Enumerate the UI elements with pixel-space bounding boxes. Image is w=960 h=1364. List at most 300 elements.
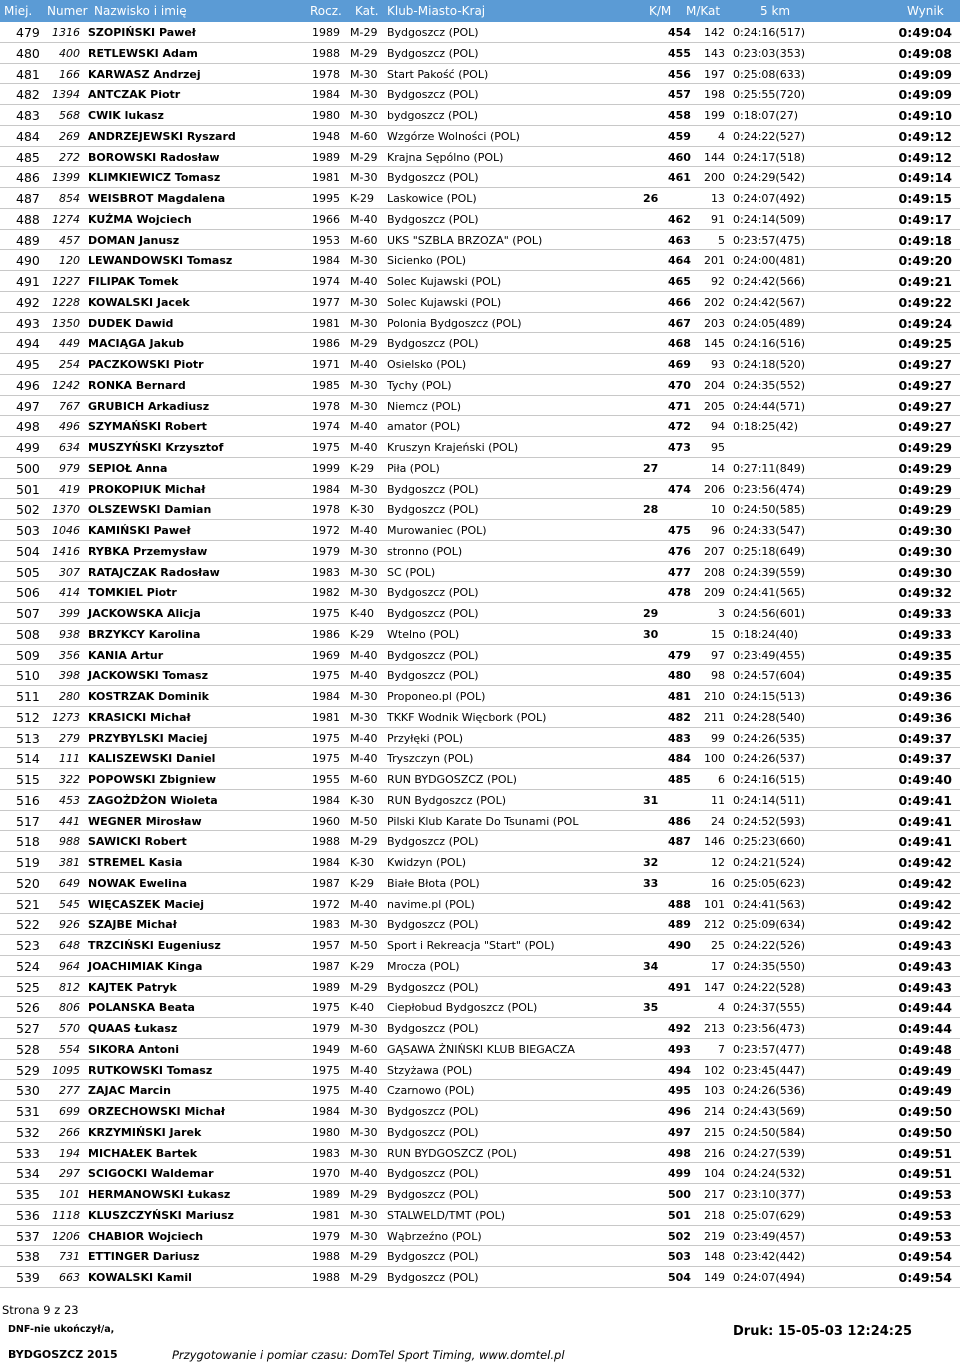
gender-place-cell: 468 [668, 337, 691, 351]
name-cell: KAMIŃSKI Paweł [88, 524, 191, 537]
name-cell: KAJTEK Patryk [88, 980, 177, 994]
category-cell: M-30 [350, 586, 378, 600]
result-cell: 0:49:36 [898, 709, 952, 725]
place-cell: 508 [16, 626, 40, 642]
category-cell: M-29 [350, 26, 378, 39]
year-cell: 1960 [312, 814, 340, 828]
result-cell: 0:49:44 [898, 1000, 952, 1016]
category-place-cell: 146 [704, 835, 725, 849]
gender-place-cell: 28 [643, 503, 659, 517]
result-cell: 0:49:51 [898, 1166, 952, 1182]
bib-number-cell: 272 [59, 150, 80, 164]
place-cell: 486 [16, 170, 40, 186]
result-cell: 0:49:14 [898, 170, 952, 186]
place-cell: 515 [16, 772, 40, 787]
gender-place-cell: 483 [668, 731, 691, 745]
gender-place-cell: 499 [668, 1167, 691, 1181]
category-place-cell: 142 [704, 26, 725, 39]
place-cell: 496 [16, 377, 40, 393]
gender-place-cell: 492 [668, 1022, 691, 1035]
category-place-cell: 3 [718, 607, 725, 620]
split-5km-cell: 0:24:07(492) [733, 192, 805, 205]
split-5km-cell: 0:23:57(475) [733, 233, 805, 247]
category-cell: M-60 [350, 129, 378, 143]
split-5km-cell: 0:24:22(528) [733, 980, 805, 994]
bib-number-cell: 101 [59, 1188, 80, 1201]
category-cell: M-30 [350, 316, 378, 330]
club-cell: Bydgoszcz (POL) [387, 586, 479, 600]
year-cell: 1984 [312, 856, 340, 869]
club-cell: Białe Błota (POL) [387, 876, 480, 890]
category-cell: M-30 [350, 1229, 378, 1243]
print-timestamp: Druk: 15-05-03 12:24:25 [733, 1324, 913, 1339]
club-cell: Bydgoszcz (POL) [387, 1167, 479, 1181]
result-cell: 0:49:41 [898, 792, 952, 808]
result-cell: 0:49:41 [898, 834, 952, 850]
category-cell: M-30 [350, 918, 378, 932]
table-row [0, 22, 960, 43]
club-cell: STALWELD/TMT (POL) [387, 1208, 506, 1222]
place-cell: 494 [16, 336, 40, 352]
table-row [0, 748, 960, 769]
year-cell: 1988 [312, 1271, 340, 1284]
table-row [0, 956, 960, 977]
year-cell: 1979 [312, 1229, 340, 1243]
club-cell: Bydgoszcz (POL) [387, 337, 479, 351]
place-cell: 498 [16, 419, 40, 435]
category-cell: M-29 [350, 835, 378, 849]
gender-place-cell: 485 [668, 773, 691, 786]
gender-place-cell: 500 [668, 1188, 691, 1201]
split-5km-cell: 0:25:18(649) [733, 544, 805, 558]
bib-number-cell: 496 [59, 420, 80, 434]
club-cell: Bydgoszcz (POL) [387, 980, 479, 994]
club-cell: navime.pl (POL) [387, 897, 475, 911]
category-cell: M-29 [350, 1188, 378, 1201]
split-5km-cell: 0:24:26(535) [733, 731, 805, 745]
gender-place-cell: 475 [668, 524, 691, 537]
gender-place-cell: 498 [668, 1146, 691, 1160]
gender-place-cell: 489 [668, 918, 691, 932]
split-5km-cell: 0:24:00(481) [733, 254, 805, 268]
name-cell: KALISZEWSKI Daniel [88, 752, 216, 766]
result-cell: 0:49:37 [898, 730, 952, 746]
split-5km-cell: 0:23:57(477) [733, 1042, 805, 1056]
split-5km-cell: 0:24:56(601) [733, 607, 805, 620]
category-cell: M-30 [350, 1125, 378, 1139]
result-cell: 0:49:27 [898, 357, 952, 372]
split-5km-cell: 0:25:08(633) [733, 67, 805, 81]
split-5km-cell: 0:24:43(569) [733, 1105, 805, 1118]
name-cell: SZAJBE Michał [88, 918, 177, 932]
name-cell: WEGNER Mirosław [88, 814, 202, 828]
category-place-cell: 205 [704, 399, 725, 413]
place-cell: 479 [16, 25, 40, 40]
name-cell: PROKOPIUK Michał [88, 482, 206, 496]
table-row [0, 499, 960, 520]
category-place-cell: 6 [718, 773, 725, 786]
place-cell: 517 [16, 813, 40, 829]
gender-place-cell: 466 [668, 295, 691, 309]
table-row [0, 209, 960, 230]
category-cell: M-30 [350, 1146, 378, 1160]
place-cell: 537 [16, 1228, 40, 1244]
gender-place-cell: 454 [668, 26, 691, 39]
place-cell: 492 [16, 294, 40, 310]
result-cell: 0:49:32 [898, 585, 952, 601]
table-row [0, 458, 960, 479]
bib-number-cell: 806 [59, 1001, 80, 1015]
category-place-cell: 98 [711, 669, 725, 683]
name-cell: KOWALSKI Kamil [88, 1271, 192, 1284]
split-5km-cell: 0:23:03(353) [733, 46, 805, 60]
club-cell: Sicienko (POL) [387, 254, 467, 268]
result-cell: 0:49:42 [898, 896, 952, 912]
club-cell: Bydgoszcz (POL) [387, 669, 479, 683]
category-place-cell: 204 [704, 378, 725, 392]
place-cell: 539 [16, 1270, 40, 1285]
club-cell: GĄSAWA ŻNIŃSKI KLUB BIEGACZA [387, 1042, 575, 1056]
category-place-cell: 210 [704, 690, 725, 703]
place-cell: 489 [16, 232, 40, 248]
category-cell: M-40 [350, 358, 378, 371]
bib-number-cell: 1118 [52, 1208, 80, 1222]
year-cell: 1989 [312, 1188, 340, 1201]
year-cell: 1975 [312, 1063, 340, 1077]
result-cell: 0:49:51 [898, 1145, 952, 1161]
year-cell: 1981 [312, 1208, 340, 1222]
name-cell: WIĘCASZEK Maciej [88, 897, 204, 911]
place-cell: 512 [16, 709, 40, 725]
club-cell: Wzgórze Wolności (POL) [387, 129, 520, 143]
bib-number-cell: 280 [59, 690, 80, 703]
bib-number-cell: 634 [59, 441, 80, 454]
name-cell: WEISBROT Magdalena [88, 192, 226, 205]
category-place-cell: 7 [718, 1042, 725, 1056]
category-place-cell: 95 [711, 441, 725, 454]
gender-place-cell: 455 [668, 46, 691, 60]
name-cell: CHABIOR Wojciech [88, 1229, 204, 1243]
year-cell: 1989 [312, 150, 340, 164]
split-5km-cell: 0:25:07(629) [733, 1208, 805, 1222]
table-row [0, 707, 960, 728]
split-5km-cell: 0:25:05(623) [733, 876, 805, 890]
gender-place-cell: 467 [668, 316, 691, 330]
year-cell: 1979 [312, 544, 340, 558]
place-cell: 495 [16, 357, 40, 372]
name-cell: NOWAK Ewelina [88, 876, 187, 890]
club-cell: Bydgoszcz (POL) [387, 88, 479, 102]
bib-number-cell: 277 [59, 1084, 80, 1098]
place-cell: 488 [16, 211, 40, 227]
table-row [0, 1080, 960, 1101]
category-cell: M-29 [350, 980, 378, 994]
category-cell: M-60 [350, 1042, 378, 1056]
category-cell: K-30 [350, 503, 375, 517]
header-year: Rocz. [310, 4, 342, 18]
table-row [0, 375, 960, 396]
category-cell: K-30 [350, 793, 375, 807]
year-cell: 1970 [312, 1167, 340, 1181]
result-cell: 0:49:53 [898, 1187, 952, 1202]
table-row [0, 852, 960, 873]
category-cell: M-40 [350, 731, 378, 745]
category-cell: M-40 [350, 420, 378, 434]
year-cell: 1981 [312, 171, 340, 185]
result-cell: 0:49:50 [898, 1104, 952, 1119]
name-cell: ANTCZAK Piotr [88, 88, 181, 102]
place-cell: 526 [16, 1000, 40, 1016]
place-cell: 504 [16, 543, 40, 559]
category-place-cell: 99 [711, 731, 725, 745]
category-cell: M-40 [350, 752, 378, 766]
bib-number-cell: 419 [59, 482, 80, 496]
bib-number-cell: 1227 [52, 275, 80, 288]
category-cell: M-40 [350, 648, 378, 662]
category-cell: M-40 [350, 669, 378, 683]
split-5km-cell: 0:24:57(604) [733, 669, 805, 683]
category-place-cell: 4 [718, 129, 725, 143]
event-city: BYDGOSZCZ 2015 [8, 1348, 118, 1361]
category-cell: K-29 [350, 876, 375, 890]
place-cell: 487 [16, 191, 40, 206]
club-cell: RUN Bydgoszcz (POL) [387, 793, 506, 807]
result-cell: 0:49:33 [898, 606, 952, 621]
place-cell: 532 [16, 1124, 40, 1140]
category-place-cell: 216 [704, 1146, 725, 1160]
split-5km-cell: 0:25:55(720) [733, 88, 805, 102]
gender-place-cell: 34 [643, 959, 659, 973]
split-5km-cell: 0:25:09(634) [733, 918, 805, 932]
split-5km-cell: 0:18:24(40) [733, 627, 798, 641]
table-row [0, 541, 960, 562]
year-cell: 1980 [312, 1125, 340, 1139]
result-cell: 0:49:29 [898, 440, 952, 455]
split-5km-cell: 0:24:42(566) [733, 275, 805, 288]
place-cell: 500 [16, 460, 40, 476]
category-cell: M-30 [350, 544, 378, 558]
year-cell: 1984 [312, 1105, 340, 1118]
category-place-cell: 148 [704, 1250, 725, 1264]
result-cell: 0:49:29 [898, 481, 952, 497]
gender-place-cell: 486 [668, 814, 691, 828]
place-cell: 501 [16, 481, 40, 497]
table-row [0, 84, 960, 105]
name-cell: KARWASZ Andrzej [88, 67, 201, 81]
category-place-cell: 15 [711, 627, 725, 641]
category-cell: M-30 [350, 88, 378, 102]
name-cell: SIKORA Antoni [88, 1042, 179, 1056]
gender-place-cell: 494 [668, 1063, 691, 1077]
header-gender-place: K/M [649, 4, 672, 18]
bib-number-cell: 767 [59, 399, 80, 413]
year-cell: 1971 [312, 358, 340, 371]
club-cell: Bydgoszcz (POL) [387, 212, 479, 226]
table-row [0, 686, 960, 707]
name-cell: TRZCIŃSKI Eugeniusz [88, 939, 221, 952]
gender-place-cell: 472 [668, 420, 691, 434]
bib-number-cell: 414 [59, 586, 80, 600]
year-cell: 1984 [312, 88, 340, 102]
club-cell: Pilski Klub Karate Do Tsunami (POL [387, 814, 579, 828]
year-cell: 1975 [312, 752, 340, 766]
bib-number-cell: 854 [59, 192, 80, 205]
split-5km-cell: 0:24:26(536) [733, 1084, 805, 1098]
year-cell: 1977 [312, 295, 340, 309]
category-cell: M-30 [350, 378, 378, 392]
bib-number-cell: 1416 [52, 544, 80, 558]
category-place-cell: 215 [704, 1125, 725, 1139]
gender-place-cell: 461 [668, 171, 691, 185]
category-place-cell: 96 [711, 524, 725, 537]
club-cell: Proponeo.pl (POL) [387, 690, 486, 703]
split-5km-cell: 0:24:22(527) [733, 129, 805, 143]
gender-place-cell: 478 [668, 586, 691, 600]
category-cell: M-30 [350, 399, 378, 413]
split-5km-cell: 0:24:37(555) [733, 1001, 805, 1015]
category-place-cell: 25 [711, 939, 725, 952]
split-5km-cell: 0:23:56(473) [733, 1022, 805, 1035]
year-cell: 1983 [312, 918, 340, 932]
gender-place-cell: 471 [668, 399, 691, 413]
year-cell: 1984 [312, 793, 340, 807]
bib-number-cell: 812 [59, 980, 80, 994]
bib-number-cell: 568 [59, 109, 80, 122]
page-number: Strona 9 z 23 [2, 1303, 79, 1317]
bib-number-cell: 663 [59, 1271, 80, 1284]
split-5km-cell: 0:24:33(547) [733, 524, 805, 537]
dnf-legend: DNF-nie ukończył/a, [8, 1324, 115, 1335]
club-cell: SC (POL) [387, 565, 436, 579]
name-cell: KOSTRZAK Dominik [88, 690, 209, 703]
category-cell: M-60 [350, 773, 378, 786]
club-cell: Bydgoszcz (POL) [387, 607, 479, 620]
header-name: Nazwisko i imię [94, 4, 187, 18]
table-row [0, 230, 960, 251]
bib-number-cell: 111 [59, 752, 80, 766]
category-place-cell: 91 [711, 212, 725, 226]
category-place-cell: 208 [704, 565, 725, 579]
bib-number-cell: 1206 [52, 1229, 80, 1243]
bib-number-cell: 1350 [52, 316, 80, 330]
table-row [0, 188, 960, 209]
table-row [0, 665, 960, 686]
bib-number-cell: 731 [59, 1250, 80, 1264]
bib-number-cell: 1399 [52, 171, 80, 185]
result-cell: 0:49:30 [898, 543, 952, 559]
category-place-cell: 212 [704, 918, 725, 932]
gender-place-cell: 491 [668, 980, 691, 994]
table-row [0, 64, 960, 85]
place-cell: 514 [16, 751, 40, 767]
name-cell: MUSZYŃSKI Krzysztof [88, 441, 224, 454]
name-cell: ZAJAC Marcin [88, 1084, 171, 1098]
club-cell: Piła (POL) [387, 461, 440, 475]
place-cell: 511 [16, 689, 40, 704]
split-5km-cell: 0:24:14(509) [733, 212, 805, 226]
table-row [0, 1122, 960, 1143]
category-cell: M-40 [350, 1063, 378, 1077]
bib-number-cell: 649 [59, 876, 80, 890]
category-place-cell: 203 [704, 316, 725, 330]
place-cell: 484 [16, 128, 40, 144]
gender-place-cell: 459 [668, 129, 691, 143]
table-row [0, 292, 960, 313]
name-cell: ETTINGER Dariusz [88, 1250, 200, 1264]
result-cell: 0:49:43 [898, 979, 952, 995]
header-5km-split: 5 km [760, 4, 791, 18]
name-cell: LEWANDOWSKI Tomasz [88, 254, 233, 268]
category-cell: K-29 [350, 192, 375, 205]
category-cell: M-29 [350, 150, 378, 164]
table-row [0, 1184, 960, 1205]
place-cell: 485 [16, 149, 40, 165]
category-place-cell: 197 [704, 67, 725, 81]
category-cell: M-30 [350, 67, 378, 81]
year-cell: 1980 [312, 109, 340, 122]
bib-number-cell: 545 [59, 897, 80, 911]
table-row [0, 582, 960, 603]
gender-place-cell: 35 [643, 1001, 659, 1015]
header-category-place: M/Kat [686, 4, 721, 18]
gender-place-cell: 470 [668, 378, 691, 392]
gender-place-cell: 464 [668, 254, 691, 268]
split-5km-cell: 0:24:05(489) [733, 316, 805, 330]
bib-number-cell: 1046 [52, 524, 80, 537]
year-cell: 1974 [312, 275, 340, 288]
table-row [0, 894, 960, 915]
table-row [0, 105, 960, 126]
club-cell: Bydgoszcz (POL) [387, 835, 479, 849]
split-5km-cell: 0:23:49(455) [733, 648, 805, 662]
split-5km-cell: 0:24:22(526) [733, 939, 805, 952]
category-cell: M-29 [350, 1250, 378, 1264]
split-5km-cell: 0:23:56(474) [733, 482, 805, 496]
result-cell: 0:49:36 [898, 689, 952, 704]
name-cell: STREMEL Kasia [88, 856, 183, 869]
bib-number-cell: 979 [59, 461, 80, 475]
bib-number-cell: 381 [59, 856, 80, 869]
result-cell: 0:49:30 [898, 564, 952, 580]
year-cell: 1984 [312, 482, 340, 496]
result-cell: 0:49:33 [898, 626, 952, 642]
year-cell: 1975 [312, 441, 340, 454]
gender-place-cell: 504 [668, 1271, 691, 1284]
category-cell: K-29 [350, 461, 375, 475]
split-5km-cell: 0:24:41(563) [733, 897, 805, 911]
place-cell: 516 [16, 792, 40, 808]
category-cell: K-29 [350, 627, 375, 641]
club-cell: Start Pakość (POL) [387, 67, 489, 81]
gender-place-cell: 469 [668, 358, 691, 371]
place-cell: 522 [16, 917, 40, 933]
name-cell: SAWICKI Robert [88, 835, 187, 849]
category-cell: M-30 [350, 482, 378, 496]
gender-place-cell: 497 [668, 1125, 691, 1139]
year-cell: 1983 [312, 565, 340, 579]
gender-place-cell: 495 [668, 1084, 691, 1098]
gender-place-cell: 456 [668, 67, 691, 81]
split-5km-cell: 0:24:50(584) [733, 1125, 805, 1139]
category-place-cell: 104 [704, 1167, 725, 1181]
bib-number-cell: 1274 [52, 212, 80, 226]
name-cell: BOROWSKI Radosław [88, 150, 220, 164]
club-cell: Wąbrzeźno (POL) [387, 1229, 482, 1243]
club-cell: Murowaniec (POL) [387, 524, 487, 537]
table-row [0, 790, 960, 811]
result-cell: 0:49:44 [898, 1021, 952, 1036]
category-cell: K-30 [350, 856, 375, 869]
